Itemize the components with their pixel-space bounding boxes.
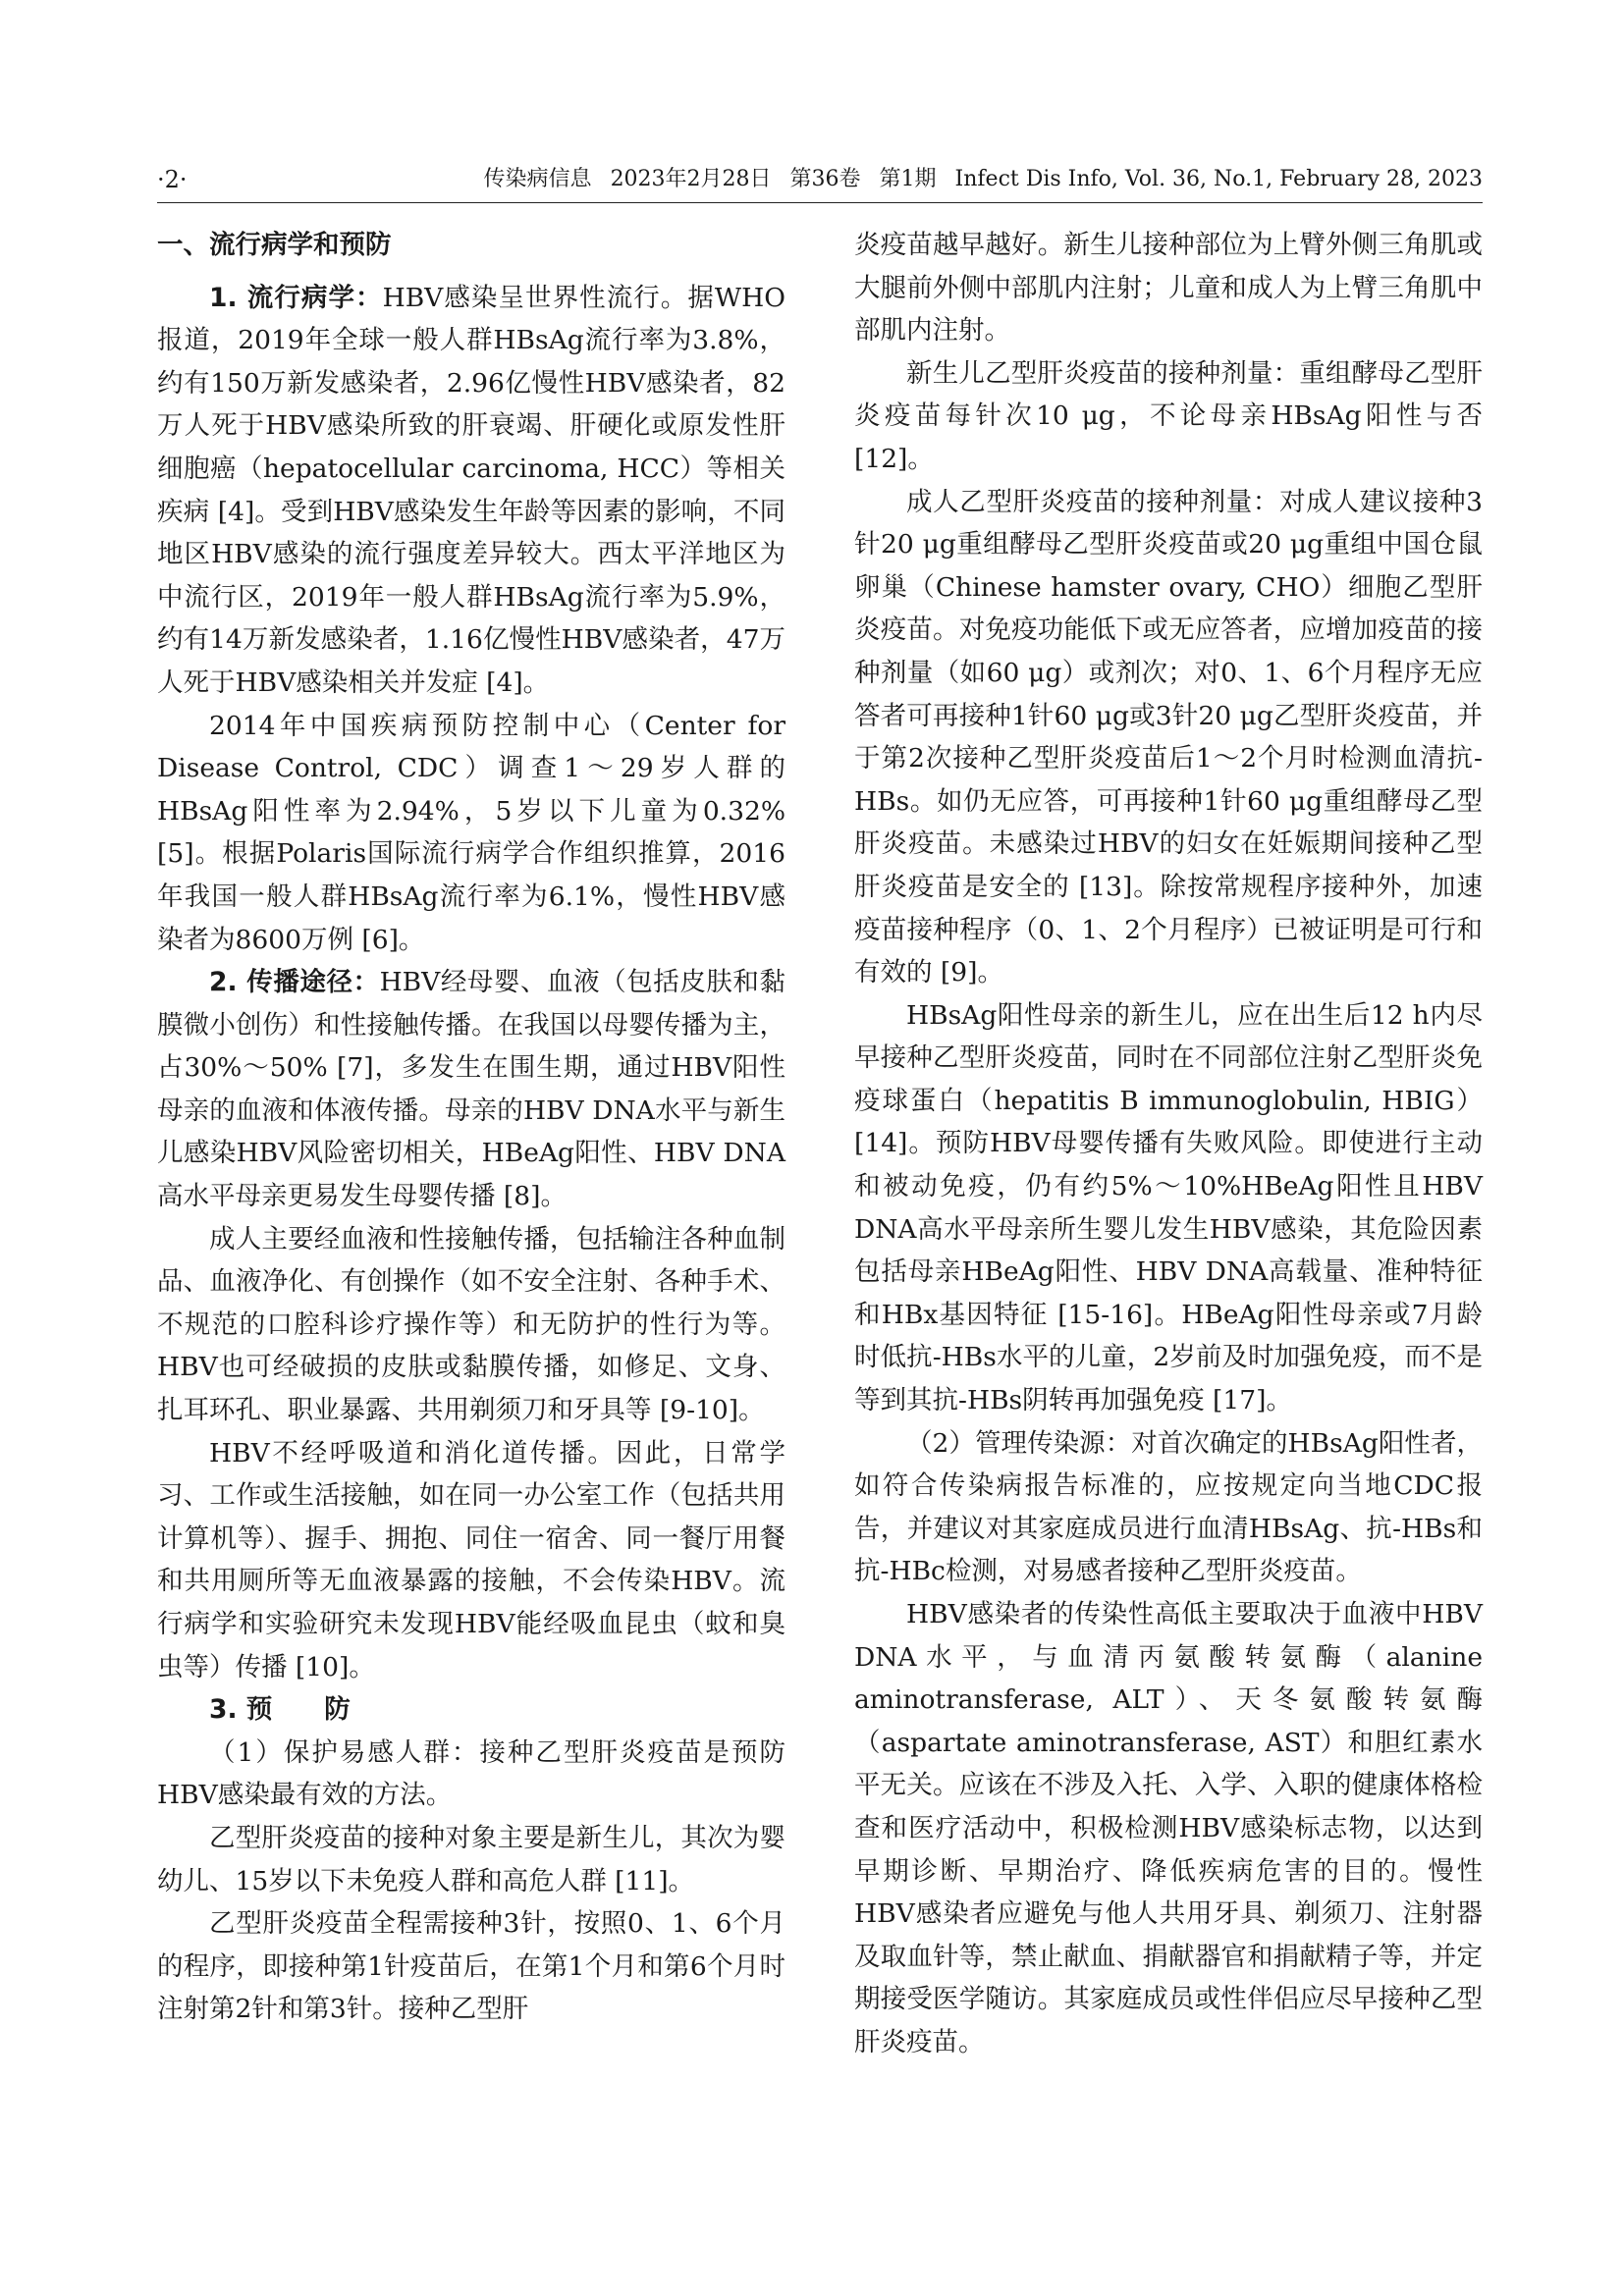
subheading-prevention bbox=[157, 1688, 785, 1732]
section-heading: 一、流行病学和预防 bbox=[157, 230, 392, 260]
citation-en: Infect Dis Info, Vol. 36, No.1, February 28, 2023 bbox=[954, 167, 1483, 191]
journal-citation bbox=[472, 162, 1483, 197]
issue-cn: 第1期 bbox=[879, 167, 937, 191]
paragraph-china-prevalence: 2014年中国疾病预防控制中心（Center for Disease Control, CDC）调查1～29岁人群的HBsAg阳性率为2.94%，5岁以下儿童为0.32% [5]。根据Polaris国际流行病学合作组织推算，2016年我国一般人群HBsAg流行率为6.1%，慢性HBV感染者为8600万例 [6]。 bbox=[157, 710, 785, 955]
paragraph-adult-transmission: 成人主要经血液和性接触传播，包括输注各种血制品、血液净化、有创操作（如不安全注射、各种手术、不规范的口腔科诊疗操作等）和无防护的性行为等。HBV也可经破损的皮肤或黏膜传播，如修足、文身、扎耳环孔、职业暴露、共用剃须刀和牙具等 [9-10]。 bbox=[157, 1223, 785, 1426]
right-column bbox=[854, 224, 1483, 2064]
subheading-text: 3. 预 防 bbox=[209, 1694, 351, 1726]
paragraph-vaccine-schedule: 乙型肝炎疫苗全程需接种3针，按照0、1、6个月的程序，即接种第1针疫苗后，在第1个月和第6个月时注射第2针和第3针。接种乙型肝 bbox=[157, 1908, 785, 2025]
paragraph-no-respiratory: HBV不经呼吸道和消化道传播。因此，日常学习、工作或生活接触，如在同一办公室工作（包括共用计算机等）、握手、拥抱、同住一宿舍、同一餐厅用餐和共用厕所等无血液暴露的接触，不会传染HBV。流行病学和实验研究未发现HBV能经吸血昆虫（蚊和臭虫等）传播 [10]。 bbox=[157, 1437, 785, 1682]
left-column bbox=[157, 224, 785, 2031]
paragraph-protect-susceptible: （1）保护易感人群：接种乙型肝炎疫苗是预防HBV感染最有效的方法。 bbox=[157, 1736, 785, 1811]
journal-name-cn: 传染病信息 bbox=[483, 167, 592, 191]
header-rule bbox=[157, 202, 1483, 203]
paragraph-infectivity: HBV感染者的传染性高低主要取决于血液中HBV DNA水平，与血清丙氨酸转氨酶（alanine aminotransferase, ALT）、天冬氨酸转氨酶（aspartate aminotransferase, AST）和胆红素水平无关。应该在不涉及入托、入学、入职的健康体格检查和医疗活动中，积极检测HBV感染标志物，以达到早期诊断、早期治疗、降低疾病危害的目的。慢性HBV感染者应避免与他人共用牙具、剃须刀、注射器及取血针等，禁止献血、捐献器官和捐献精子等，并定期接受医学随访。其家庭成员或性伴侣应尽早接种乙型肝炎疫苗。 bbox=[854, 1599, 1483, 2057]
paragraph-lead: 2. 传播途径： bbox=[209, 967, 380, 998]
paragraph-manage-source: （2）管理传染源：对首次确定的HBsAg阳性者，如符合传染病报告标准的，应按规定向当地CDC报告，并建议对其家庭成员进行血清HBsAg、抗-HBs和抗-HBc检测，对易感者接种乙型肝炎疫苗。 bbox=[854, 1427, 1483, 1587]
page-number: ·2· bbox=[157, 166, 188, 193]
volume-cn: 第36卷 bbox=[789, 167, 861, 191]
issue-date-cn: 2023年2月28日 bbox=[610, 167, 772, 191]
paragraph-lead: 1. 流行病学： bbox=[209, 282, 383, 313]
paragraph-newborn-dose: 新生儿乙型肝炎疫苗的接种剂量：重组酵母乙型肝炎疫苗每针次10 μg，不论母亲HBsAg阳性与否 [12]。 bbox=[854, 357, 1483, 474]
paragraph-transmission bbox=[157, 961, 785, 1218]
paragraph-text: HBV经母婴、血液（包括皮肤和黏膜微小创伤）和性接触传播。在我国以母婴传播为主，占30%～50% [7]，多发生在围生期，通过HBV阳性母亲的血液和体液传播。母亲的HBV DNA水平与新生儿感染HBV风险密切相关，HBeAg阳性、HBV DNA高水平母亲更易发生母婴传播 [8]。 bbox=[157, 967, 785, 1212]
paragraph-vaccine-site: 炎疫苗越早越好。新生儿接种部位为上臂外侧三角肌或大腿前外侧中部肌内注射；儿童和成人为上臂三角肌中部肌内注射。 bbox=[854, 230, 1483, 347]
paragraph-hbsag-mother: HBsAg阳性母亲的新生儿，应在出生后12 h内尽早接种乙型肝炎疫苗，同时在不同部位注射乙型肝炎免疫球蛋白（hepatitis B immunoglobulin, HBIG）[14]。预防HBV母婴传播有失败风险。即使进行主动和被动免疫，仍有约5%～10%HBeAg阳性且HBV DNA高水平母亲所生婴儿发生HBV感染，其危险因素包括母亲HBeAg阳性、HBV DNA高载量、准种特征和HBx基因特征 [15-16]。HBeAg阳性母亲或7月龄时低抗-HBs水平的儿童，2岁前及时加强免疫，而不是等到其抗-HBs阴转再加强免疫 [17]。 bbox=[854, 999, 1483, 1416]
paragraph-text: HBV感染呈世界性流行。据WHO报道，2019年全球一般人群HBsAg流行率为3.8%，约有150万新发感染者，2.96亿慢性HBV感染者，82万人死于HBV感染所致的肝衰竭、肝硬化或原发性肝细胞癌（hepatocellular carcinoma, HCC）等相关疾病 [4]。受到HBV感染发生年龄等因素的影响，不同地区HBV感染的流行强度差异较大。西太平洋地区为中流行区，2019年一般人群HBsAg流行率为5.9%，约有14万新发感染者，1.16亿慢性HBV感染者，47万人死于HBV感染相关并发症 [4]。 bbox=[157, 282, 785, 698]
running-header bbox=[157, 162, 1483, 197]
paragraph-epidemiology bbox=[157, 277, 785, 705]
paragraph-adult-dose: 成人乙型肝炎疫苗的接种剂量：对成人建议接种3针20 μg重组酵母乙型肝炎疫苗或20 μg重组中国仓鼠卵巢（Chinese hamster ovary, CHO）细胞乙型肝炎疫苗。对免疫功能低下或无应答者，应增加疫苗的接种剂量（如60 μg）或剂次；对0、1、6个月程序无应答者可再接种1针60 μg或3针20 μg乙型肝炎疫苗，并于第2次接种乙型肝炎疫苗后1～2个月时检测血清抗-HBs。如仍无应答，可再接种1针60 μg重组酵母乙型肝炎疫苗。未感染过HBV的妇女在妊娠期间接种乙型肝炎疫苗是安全的 [13]。除按常规程序接种外，加速疫苗接种程序（0、1、2个月程序）已被证明是可行和有效的 [9]。 bbox=[854, 486, 1483, 988]
paragraph-vaccine-targets: 乙型肝炎疫苗的接种对象主要是新生儿，其次为婴幼儿、15岁以下未免疫人群和高危人群 [11]。 bbox=[157, 1822, 785, 1896]
